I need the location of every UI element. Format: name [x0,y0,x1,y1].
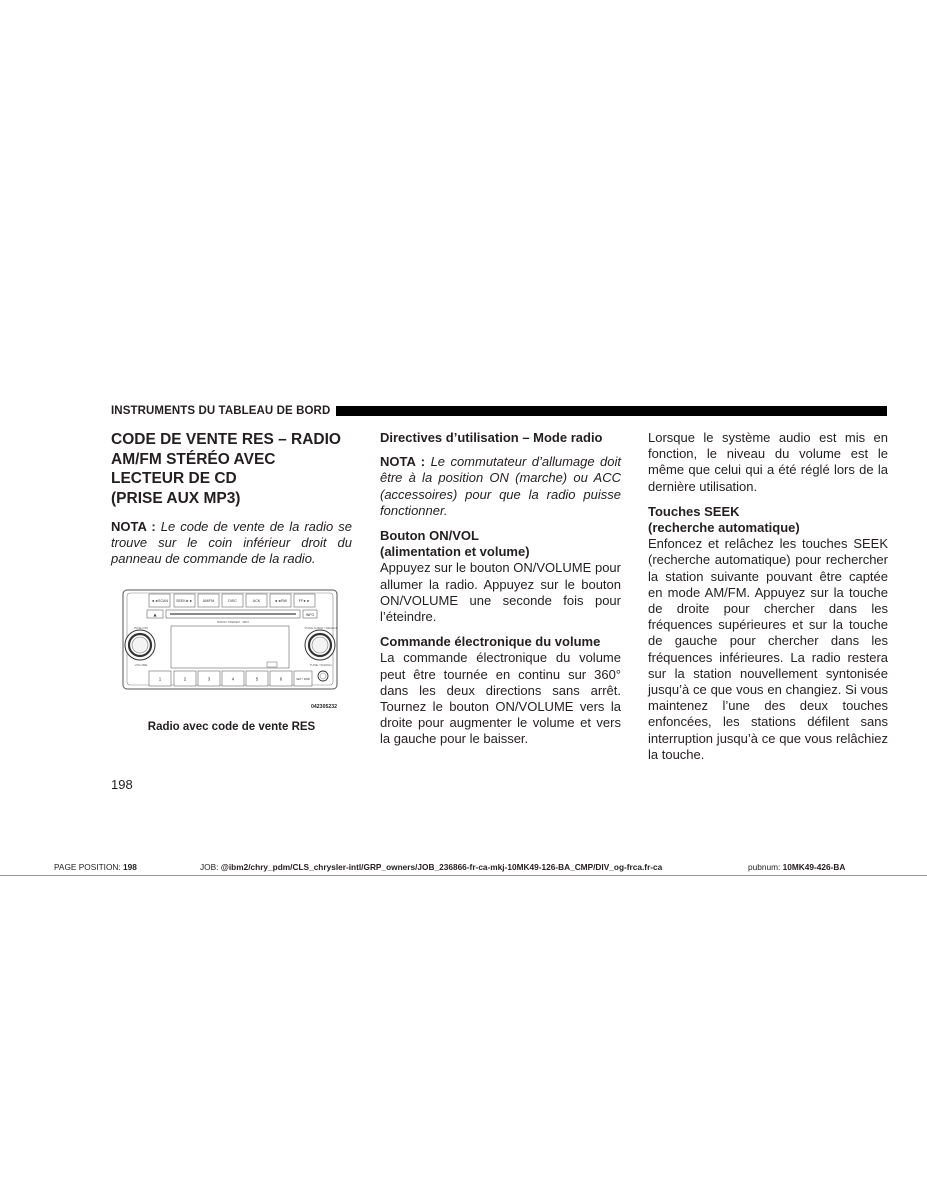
onvol-text: Appuyez sur le bouton ON/VOLUME pour allumer la radio. Appuyez sur le bouton ON/VOLUME une seconde fois pour l’éteindre. [380,560,621,625]
operating-instructions-heading: Directives d’utilisation – Mode radio [380,430,603,445]
column-right [648,430,888,769]
radio-drawing [121,589,339,711]
preset-button: 3 [207,676,211,682]
eject-icon: ▲ [152,612,158,619]
preset-button: 6 [279,676,283,682]
title-line: LECTEUR DE CD [111,470,237,487]
note-label: NOTA : [111,519,156,534]
preset-button: 4 [231,676,235,682]
note-text: Le commutateur d’allumage doit être à la position ON (marche) ou ACC (accessoires) pour que la radio puisse fonctionner. [380,454,621,518]
footer-job-value: @ibm2/chry_pdm/CLS_chrysler-intl/GRP_owners/JOB_236866-fr-ca-mkj-10MK49-126-BA_CMP/DIV_og-frca.fr-ca [220,862,663,872]
footer-page-position [54,862,137,872]
note-text: Le code de vente de la radio se trouve sur le coin inférieur droit du panneau de commande de la radio. [111,519,352,567]
set-button: SET / RND [296,677,310,681]
disc-button: DISC [228,599,237,603]
title-line: CODE DE VENTE RES – RADIO [111,431,341,448]
page-number: 198 [111,777,133,792]
ack-button: ACK [252,599,261,603]
footer-job-label: JOB: [200,862,219,872]
section-title: INSTRUMENTS DU TABLEAU DE BORD [111,405,331,417]
left-knob-label: PUSH ON [134,626,148,630]
right-knob-label: PUSH AUDIO / SELECT [304,626,338,630]
onvol-heading: Bouton ON/VOL [380,528,479,544]
onvol-subheading: (alimentation et volume) [380,544,530,560]
amfm-button: AM/FM [202,599,215,603]
footer-pubnum-value: 10MK49-426-BA [782,862,846,872]
figure-part-number: 042305232 [311,704,337,710]
right-knob-sublabel: TUNE / SCROLL [309,663,333,667]
ff-button: FF►► [298,599,311,603]
left-knob-sublabel: VOLUME [134,663,148,667]
header-rule [336,406,887,416]
footer-position-value: 198 [123,862,137,872]
scan-button: ◄◄SCAN [150,599,169,603]
figure-caption: Radio avec code de vente RES [147,721,316,733]
footer-position-label: PAGE POSITION: [54,862,121,872]
title-line: (PRISE AUX MP3) [111,489,241,507]
info-button: INFO [305,613,315,617]
volume-heading: Commande électronique du volume [380,634,601,650]
radio-brand-label: RADIO STEREO · MP3 [217,620,249,624]
note-label: NOTA : [380,454,426,470]
radio-illustration [121,589,339,711]
footer-rule [0,875,927,876]
preset-button: 1 [158,676,162,682]
note-paragraph [111,519,352,568]
footer-pubnum [748,862,845,872]
seek-heading: Touches SEEK [648,503,740,519]
title-line: AM/FM STÉRÉO AVEC [111,450,276,468]
intro-text: Lorsque le système audio est mis en fonction, le niveau du volume est le même que celui qui a été réglé lors de la dernière utilisation. [648,430,888,494]
page-title [111,430,352,508]
preset-button: 5 [255,676,259,682]
note-paragraph [380,454,621,519]
seek-subheading: (recherche automatique) [648,520,800,536]
footer-pubnum-label: pubnum: [748,862,781,872]
section-header [111,404,887,418]
rw-button: ◄◄RW [273,599,288,603]
volume-text: La commande électronique du volume peut être tournée en continu sur 360° dans les deux directions sans arrêt. Tournez le bouton ON/VOLUME vers la droite pour augmenter le volume et vers la gauche pour le baisser. [380,650,621,747]
column-middle [380,430,621,754]
seek-button: SEEK►► [176,599,193,603]
seek-text: Enfoncez et relâchez les touches SEEK (recherche automatique) pour rechercher la station suivante pouvant être captée en mode AM/FM. Appuyez sur la touche de droite pour chercher dans les fréquences supérieures et sur la touche de gauche pour chercher dans les fréquences inférieures. La radio restera sur la station nouvellement syntonisée jusqu’à ce que vous en changiez. Si vous maintenez l’une des deux touches enfoncées, les stations défilent sans interruption jusqu’à ce que vous relâchiez la touche. [648,536,888,762]
preset-button: 2 [183,676,187,682]
column-left [111,430,352,574]
footer-job [200,862,662,872]
